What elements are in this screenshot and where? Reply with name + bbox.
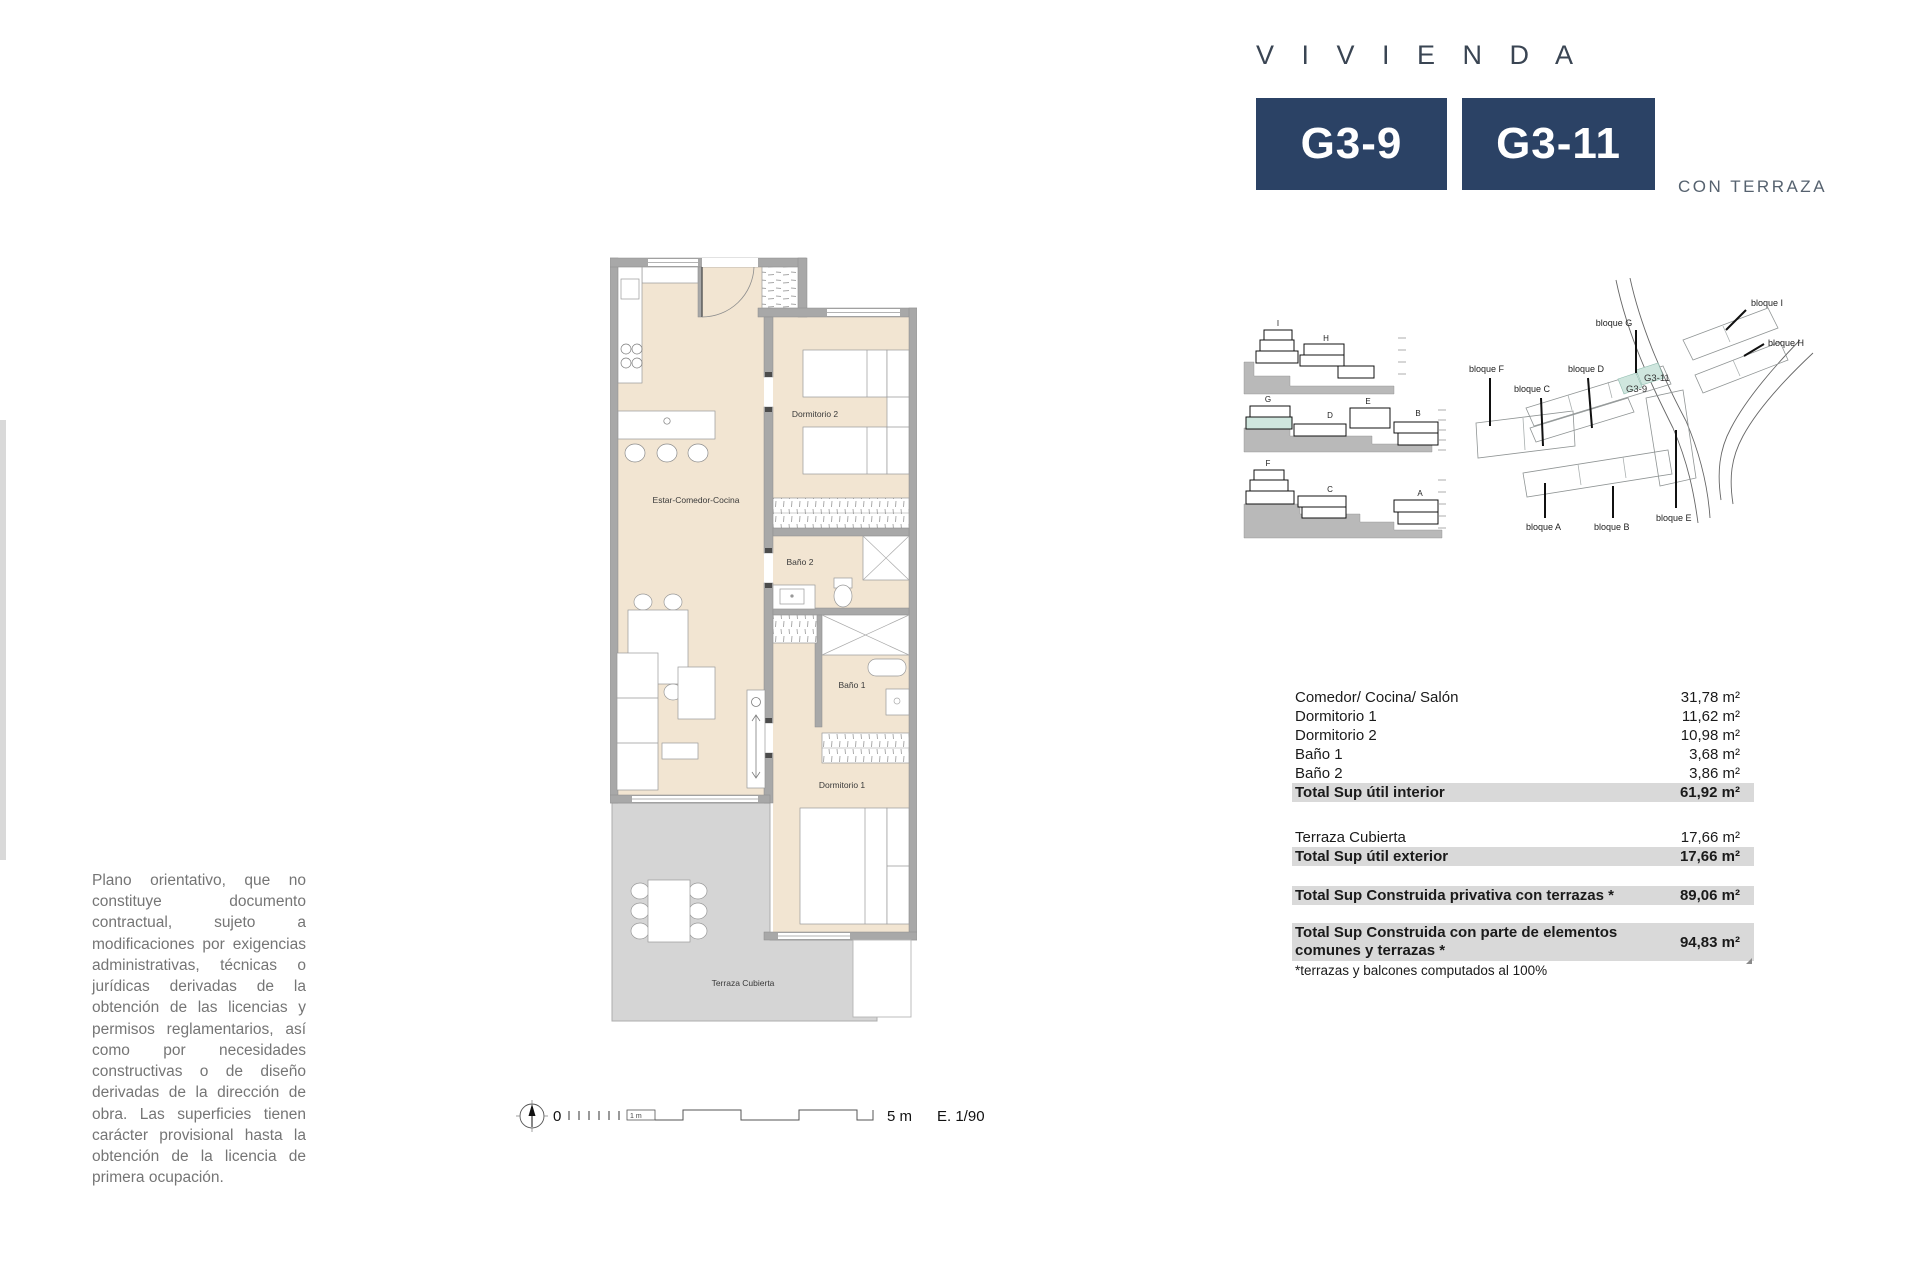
entry-closet [762,267,798,308]
label-bloque-h: bloque H [1768,338,1805,348]
scale-ticks [569,1111,619,1120]
row-value: 10,98 m² [1680,727,1740,744]
site-plan [1468,278,1838,558]
label-bloque-f: bloque F [1469,364,1505,374]
unit-badge-g3-9 [1256,98,1447,190]
row-label: Terraza Cubierta [1295,829,1406,846]
unit-badge-g3-9-label: G3-9 [1300,119,1403,168]
row-label: Total Sup útil exterior [1295,848,1449,865]
terrace-row [1292,828,1754,847]
section-ticks-3 [1438,480,1446,528]
row-label: Dormitorio 1 [1295,708,1377,725]
table-note: *terrazas y balcones computados al 100% [1295,963,1548,978]
site-roads [1616,278,1813,523]
row-value: 89,06 m² [1679,887,1740,904]
total-interior-row [1292,783,1754,802]
bath1-label: Baño 1 [838,680,866,690]
corner-mark [1746,958,1752,964]
terrace-table [631,880,707,942]
living-label: Estar-Comedor-Cocina [652,495,740,505]
section-label-b: B [1415,409,1421,418]
scale-five-meters: 5 m [887,1108,913,1125]
table-row [1292,764,1754,783]
section-label-d: D [1327,411,1333,420]
row-label: Dormitorio 2 [1295,727,1377,744]
row-value: 17,66 m² [1680,829,1740,846]
entry-floor [702,267,764,317]
row-label: Comedor/ Cocina/ Salón [1295,689,1459,706]
neighbour-wall-strip [0,420,6,860]
section-diagrams [1242,318,1447,540]
row-value: 94,83 m² [1679,933,1740,951]
row-label: Total Sup Construida con parte de elementos comunes y terrazas * [1295,924,1618,959]
bedroom2-label: Dormitorio 2 [791,409,839,419]
scale-steps [655,1110,873,1120]
floor-plan [610,253,917,1025]
scale-bar [505,1095,1035,1141]
section-label-h: H [1323,334,1329,343]
section-label-i: I [1276,319,1280,328]
page-title: V I V I E N D A [1256,40,1584,70]
table-row [1292,688,1754,707]
row-value: 3,68 m² [1689,746,1740,763]
row-value: 11,62 m² [1681,708,1740,725]
row-value: 3,86 m² [1689,765,1740,782]
open-terrace [853,940,911,1017]
scale-one-meter: 1 m [630,1113,642,1120]
label-bloque-c: bloque C [1514,384,1551,394]
total-private-row [1292,886,1754,905]
scale-ratio: E. 1/90 [937,1108,985,1125]
bedroom1-furniture [800,808,909,924]
area-table [1292,688,1754,978]
label-bloque-i: bloque I [1751,298,1784,308]
total-exterior-row [1292,847,1754,866]
row-label: Baño 2 [1295,765,1343,782]
row-value: 17,66 m² [1679,848,1740,865]
unit-badge-g3-11-label: G3-11 [1496,119,1621,168]
row-label: Total Sup útil interior [1295,784,1445,801]
section-ticks-2 [1438,410,1446,450]
unit-badge-g3-11 [1462,98,1655,190]
label-bloque-a: bloque A [1526,522,1562,532]
disclaimer-text: Plano orientativo, que no constituye documento contractual, sujeto a modificaciones por exigencias administrativas, técnicas o jurídicas derivadas de la obtención de las licencias y permisos reglamentarios, así como por necesidades constructivas o de diseño derivadas de la dirección de obra. Las superficies tienen carácter provisional hasta la obtención de la licencia de primera ocupación. [92,872,306,1187]
label-bloque-b: bloque B [1594,522,1630,532]
table-row [1292,707,1754,726]
section-label-g: G [1264,395,1272,404]
row-value: 31,78 m² [1680,689,1740,706]
table-row [1292,726,1754,745]
section-label-f: F [1265,459,1271,468]
subtitle-con-terraza: CON TERRAZA [1678,177,1828,196]
row-label: Baño 1 [1295,746,1343,763]
section-label-a: A [1417,489,1423,498]
row-label: Total Sup Construida privativa con terrazas * [1295,887,1614,904]
scale-zero: 0 [553,1108,562,1125]
label-unit-g3-11: G3-11 [1644,373,1670,384]
row-value: 61,92 m² [1679,784,1740,801]
total-common-row [1292,923,1754,961]
label-bloque-e: bloque E [1656,513,1692,523]
section-ticks-1 [1398,338,1406,374]
section-label-e: E [1365,397,1371,406]
label-bloque-d: bloque D [1568,364,1605,374]
section-blocks-1 [1256,330,1374,378]
label-bloque-g: bloque G [1595,318,1633,328]
duct-riser [747,690,765,788]
bath2-label: Baño 2 [786,557,814,567]
section-label-c: C [1327,485,1333,494]
bedroom1-label: Dormitorio 1 [818,780,866,790]
north-compass-icon [516,1100,548,1132]
table-row [1292,745,1754,764]
terrace-label: Terraza Cubierta [711,978,775,988]
label-unit-g3-9: G3-9 [1626,384,1648,395]
